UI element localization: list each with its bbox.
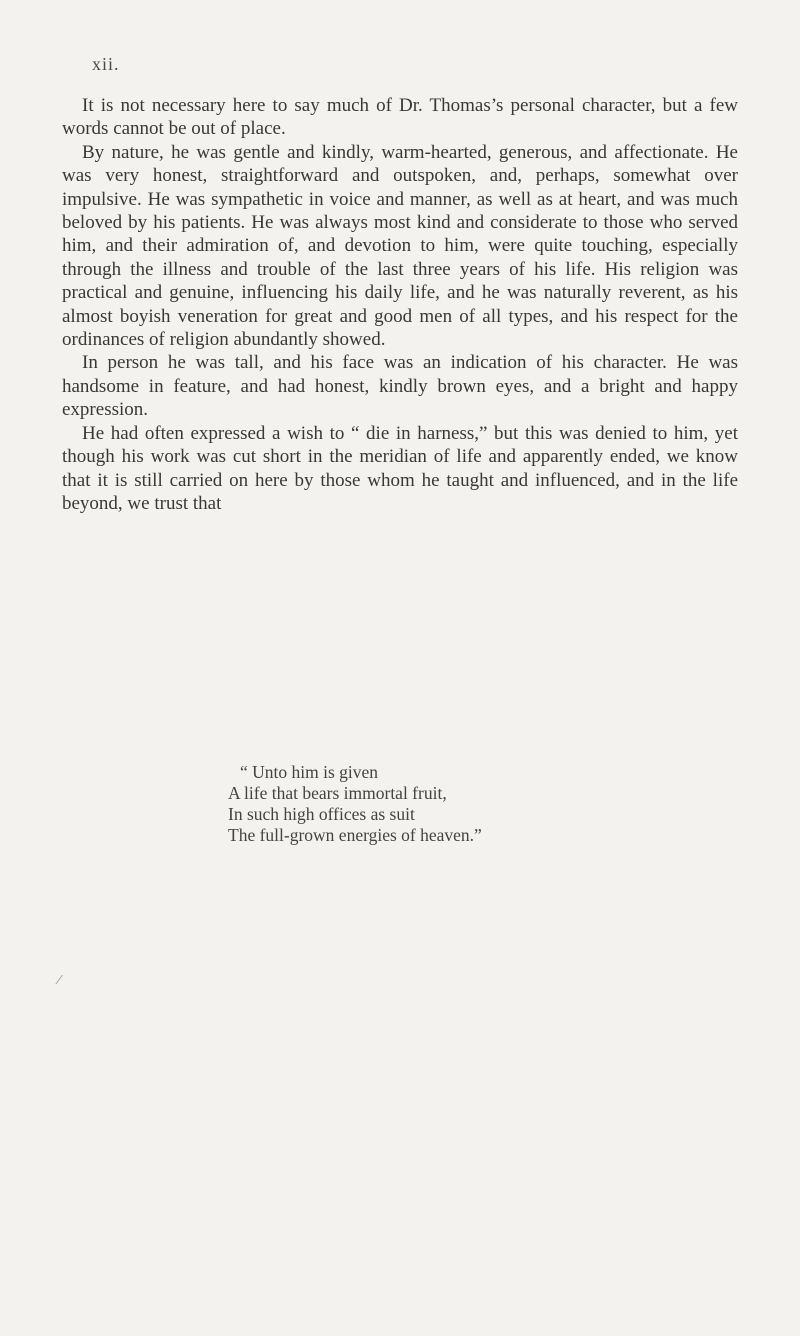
page-number: xii. — [92, 54, 120, 74]
paragraph-harness: He had often expressed a wish to “ die in harness,” but this was denied to him, yet though his work was cut short in the meridian of life and apparently ended, we know that it is still carried on here by those whom he taught and influenced, and in the life beyond, we trust that — [62, 422, 738, 514]
body-text — [62, 94, 738, 515]
stray-pencil-mark: ⁄ — [58, 973, 61, 988]
verse-quotation — [228, 762, 482, 846]
verse-line: “ Unto him is given — [240, 762, 379, 782]
verse-line: A life that bears immortal fruit, — [228, 783, 447, 803]
paragraph-person: In person he was tall, and his face was an indication of his character. He was handsome in feature, and had honest, kindly brown eyes, and a bright and happy expression. — [62, 352, 738, 421]
paragraph-nature: By nature, he was gentle and kindly, warm-hearted, generous, and affectionate. He was very honest, straightforward and outspoken, and, perhaps, somewhat over impulsive. He was sympathetic in voice and manner, as well as at heart, and was much beloved by his patients. He was always most kind and considerate to those who served him, and their admiration of, and devotion to him, were quite touching, especially through the illness and trouble of the last three years of his life. His religion was practical and genuine, influencing his daily life, and he was naturally reverent, as his almost boyish veneration for great and good men of all types, and his respect for the ordinances of religion abundantly showed. — [62, 141, 738, 351]
verse-line: The full-grown energies of heaven.” — [228, 825, 482, 845]
paragraph-intro: It is not necessary here to say much of Dr. Thomas’s personal character, but a few words cannot be out of place. — [62, 95, 738, 140]
verse-line: In such high offices as suit — [228, 804, 415, 824]
